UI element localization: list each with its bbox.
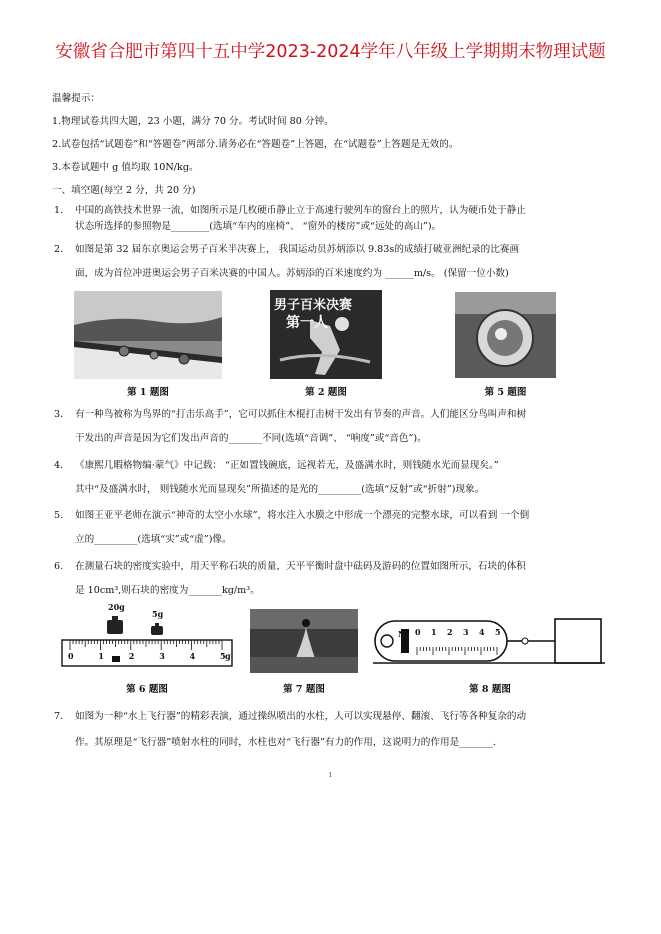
figure-7-caption: 第 7 题图 [283,684,325,695]
section-heading-fill-blank: 一、填空题(每空 2 分，共 20 分) [52,185,196,196]
question-6-line-2: 是 10cm³,则石块的密度为_______kg/m³。 [75,585,260,596]
page-number: 1 [328,772,333,779]
tip-item-3: 3.本卷试题中 g 值均取 10N/kg。 [52,162,199,173]
ruler-tick-label: 1 [98,651,104,661]
question-1-line-1: 中国的高铁技术世界一流，如图所示是几枚硬币静止立于高速行驶列车的窗台上的照片，认为硬币处于静止 [75,205,526,216]
ruler-tick-label: 4 [189,651,196,661]
figure-1-photo [74,291,222,379]
weight-20g-icon [107,616,123,634]
question-7-line-1: 如图为一种“水上飞行器”的精彩表演，通过操纵喷出的水柱，人可以实现悬停、翻滚、飞行等各种复杂的动 [75,711,527,722]
question-4-line-2: 其中“及盛满水时， 则钱随水光而显现矣”所描述的是光的_________(选填“反射”或“折射”)现象。 [75,484,485,495]
spring-scale-tick-label: 4 [479,627,485,637]
question-4-line-1: 《康熙几暇格物编·蒙气》中记载： “正如置钱碗底，远视若无，及盛满水时，则钱随水光而显现矣。” [75,460,499,471]
question-4-number: 4. [54,460,64,471]
ruler-tick-label: 0 [68,651,74,661]
tip-item-1: 1.物理试卷共四大题，23 小题，满分 70 分。考试时间 80 分钟。 [52,116,334,127]
tip-item-2: 2.试卷包括“试题卷”和“答题卷”两部分.请务必在“答题卷”上答题，在“试题卷”上答题是无效的。 [52,139,459,150]
question-2-number: 2. [54,244,64,255]
spring-scale-unit: N [398,629,406,639]
balance-ruler-graphic [60,602,235,674]
question-6-number: 6. [54,561,64,572]
question-3-number: 3. [54,409,64,420]
rider-marker [112,656,120,662]
figure-1-caption: 第 1 题图 [127,387,169,398]
question-2-line-1: 如图是第 32 届东京奥运会男子百米半决赛上， 我国运动员苏炳添以 9.83s的成绩打破亚洲纪录的比赛画 [75,244,520,255]
ruler-unit-label: g [225,651,231,661]
spring-scale-tick-label: 5 [495,627,501,637]
figure-2-overlay-title: 男子百米决赛 [274,298,353,313]
question-2-line-2: 面，成为首位冲进奥运会男子百米决赛的中国人。苏炳添的百米速度约为 ______m/s。 (保留一位小数) [75,268,509,279]
figure-7-photo [250,609,358,673]
spring-scale-tick-label: 2 [447,627,453,637]
question-1-number: 1. [54,205,64,216]
figure-6-caption: 第 6 题图 [126,684,168,695]
figure-2-caption: 第 2 题图 [305,387,347,398]
question-7-number: 7. [54,711,64,722]
spring-scale-tick-label: 3 [463,627,469,637]
figure-2-photo [270,290,382,379]
question-3-line-1: 有一种鸟被称为鸟界的“打击乐高手”，它可以抓住木棍打击树干发出有节奏的声音。人们能区分鸟叫声和树 [75,409,527,420]
figure-5-photo [455,292,556,378]
ruler-tick-label: 3 [159,651,165,661]
question-3-line-2: 干发出的声音是因为它们发出声音的_______不同(选填“音调”、 “响度”或“音色”)。 [75,433,427,444]
question-6-line-1: 在测量石块的密度实验中，用天平称石块的质量，天平平衡时盘中砝码及游码的位置如图所示，石块的体积 [75,561,526,572]
weight-5g-label: 5g [152,609,164,619]
figure-8-spring-scale [373,617,605,679]
spring-scale-tick-label: 0 [415,627,421,637]
weight-20g-label: 20g [108,602,125,612]
spring-scale-tick-label: 1 [431,627,437,637]
ruler-tick-label: 2 [128,651,135,661]
question-7-line-2: 作。其原理是“飞行器”喷射水柱的同时，水柱也对“飞行器”有力的作用，这说明力的作用是_______. [75,737,496,748]
figure-6-balance [60,602,235,674]
figure-5-caption: 第 5 题图 [484,387,527,398]
spring-scale-graphic [373,617,605,679]
question-5-line-1: 如图王亚平老师在演示“神奇的太空小水球”，将水注入水膜之中形成一个漂亮的完整水球，可以看到 一个倒 [75,510,530,521]
question-5-line-2: 立的_________(选填“实”或“虚”)像。 [75,534,232,545]
question-1-line-2: 状态所选择的参照物是________(选填“车内的座椅”、 “窗外的楼房”或“远处的高山”)。 [75,221,442,232]
figure-2-overlay-subtitle: 第一人 [286,315,328,331]
weight-5g-icon [151,623,163,635]
ruler-tick-label: 5 [220,651,226,661]
figure-8-caption: 第 8 题图 [469,684,511,695]
question-5-number: 5. [54,510,64,521]
page-title: 安徽省合肥市第四十五中学2023-2024学年八年级上学期期末物理试题 [55,42,606,62]
tips-heading: 温馨提示： [52,93,100,104]
